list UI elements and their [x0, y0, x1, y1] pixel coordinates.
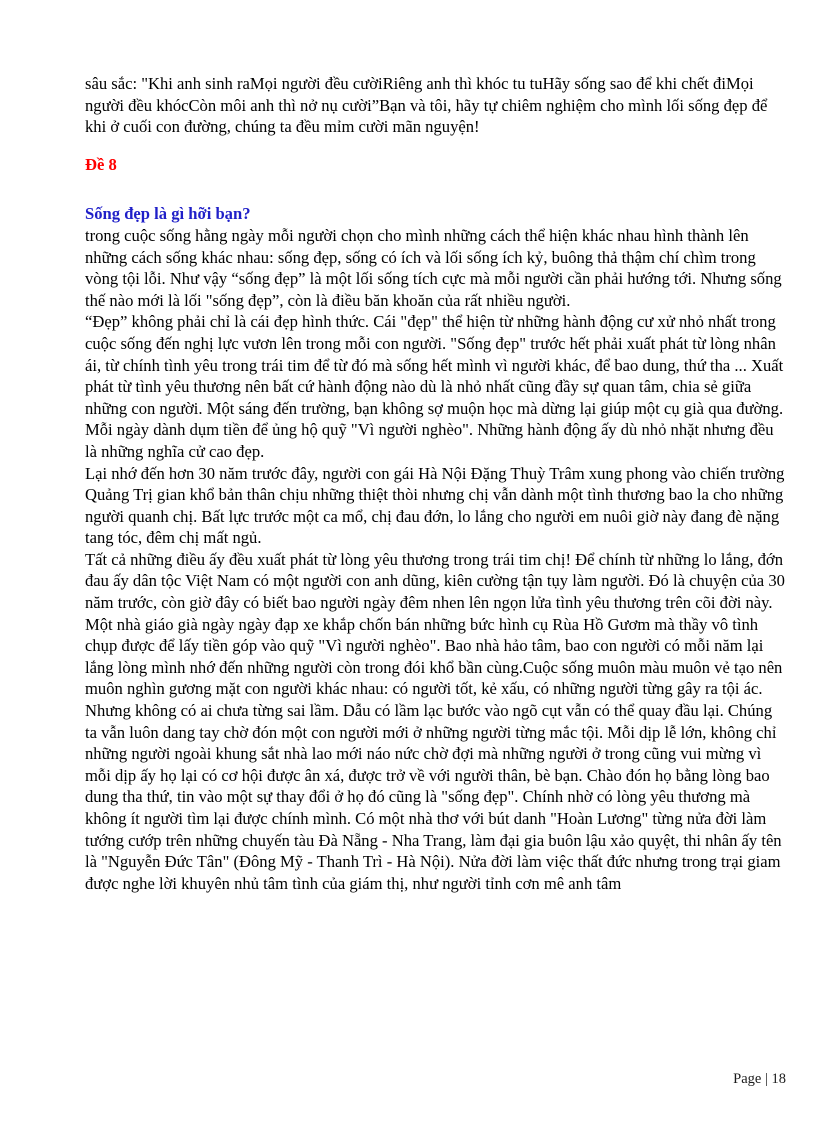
- body-paragraph: “Đẹp” không phải chỉ là cái đẹp hình thức. Cái "đẹp" thể hiện từ những hành động cư xử nhỏ nhất trong cuộc sống đến nghị lực vươn lên trong mỗi con người. "Sống đẹp" trước hết phải xuất phát từ lòng nhân ái, từ chính tình yêu trong trái tim để từ đó mà sống hết mình vì người khác, để bao dung, thứ tha ... Xuất phát từ tình yêu thương nên bất cứ hành động nào dù là nhỏ nhất cũng đầy sự quan tâm, chia sẻ giữa những con người. Một sáng đến trường, bạn không sợ muộn học mà dừng lại giúp một cụ già qua đường. Mỗi ngày dành dụm tiền để ủng hộ quỹ "Vì người nghèo". Những hành động ấy dù nhỏ nhặt nhưng đều là những nghĩa cử cao đẹp.: [85, 312, 784, 461]
- page-number: Page | 18: [733, 1071, 786, 1087]
- intro-paragraph: sâu sắc: "Khi anh sinh raMọi người đều cườiRiêng anh thì khóc tu tuHãy sống sao để khi chết điMọi người đều khócCòn môi anh thì nở nụ cười”Bạn và tôi, hãy tự chiêm nghiệm cho mình lối sống đẹp để khi ở cuối con đường, chúng ta đều mỉm cười mãn nguyện!: [85, 74, 768, 137]
- body-paragraph: Lại nhớ đến hơn 30 năm trước đây, người con gái Hà Nội Đặng Thuỳ Trâm xung phong vào chiến trường Quảng Trị gian khổ bản thân chịu những thiệt thòi nhưng chị vẫn dành một tình thương bao la cho những người quanh chị. Bất lực trước một ca mổ, chị đau đớn, lo lắng cho người em nuôi giờ này đang đè nặng tang tóc, đêm chị mất ngủ.: [85, 463, 785, 548]
- body-paragraph: Tất cả những điều ấy đều xuất phát từ lòng yêu thương trong trái tim chị! Để chính từ những lo lắng, đớn đau ấy dân tộc Việt Nam có một người con anh dũng, kiên cường tận tụy làm người. Đó là chuyện của 30 năm trước, còn giờ đây có biết bao người ngày đêm nhen lên ngọn lửa tình yêu thương trên cõi đời này. Một nhà giáo già ngày ngày đạp xe khắp chốn bán những bức hình cụ Rùa Hồ Gươm mà thầy vô tình chụp được để lấy tiền góp vào quỹ "Vì người nghèo". Bao nhà hảo tâm, bao con người có mỗi năm lại lắng lòng mình nhớ đến những người còn trong đói khổ bần cùng.Cuộc sống muôn màu muôn vẻ tạo nên muôn nghìn gương mặt con người khác nhau: có người tốt, kẻ xấu, có những người từng gây ra tội ác. Nhưng không có ai chưa từng sai lầm. Dẫu có lầm lạc bước vào ngõ cụt vẫn có thể quay đầu lại. Chúng ta vẫn luôn dang tay chờ đón một con người mới ở những người từng mắc tội. Mỗi dịp lễ lớn, không chỉ những người ngoài khung sắt nhà lao mới náo nức chờ đợi mà những người ở trong cũng vui mừng vì mỗi dịp ấy họ lại có cơ hội được ân xá, được trở về với người thân, bè bạn. Chào đón họ bằng lòng bao dung tha thứ, tin vào một sự thay đổi ở họ đó cũng là "sống đẹp". Chính nhờ có lòng yêu thương mà không ít người tìm lại được chính mình. Có một nhà thơ với bút danh "Hoàn Lương" từng nửa đời làm tướng cướp trên những chuyến tàu Đà Nẵng - Nha Trang, làm đại gia buôn lậu xảo quyệt, thi nhân ấy tên là "Nguyễn Đức Tân" (Đông Mỹ - Thanh Trì - Hà Nội). Nửa đời làm việc thất đức nhưng trong trại giam được nghe lời khuyên nhủ tâm tình của giám thị, như người tỉnh cơn mê anh tâm: [85, 549, 785, 893]
- body-paragraph: trong cuộc sống hằng ngày mỗi người chọn cho mình những cách thể hiện khác nhau hình thành lên những cách sống khác nhau: sống đẹp, sống có ích và lối sống ích kỷ, buông thả thậm chí chìm trong vòng tội lỗi. Như vậy “sống đẹp” là một lối sống tích cực mà mỗi người cần phải hướng tới. Nhưng sống thế nào mới là lối "sống đẹp”, còn là điều băn khoăn của rất nhiều người.: [85, 225, 782, 310]
- section-heading: Sống đẹp là gì hỡi bạn?: [85, 204, 251, 224]
- page-content: [85, 73, 787, 894]
- section-label: Đề 8: [85, 154, 117, 174]
